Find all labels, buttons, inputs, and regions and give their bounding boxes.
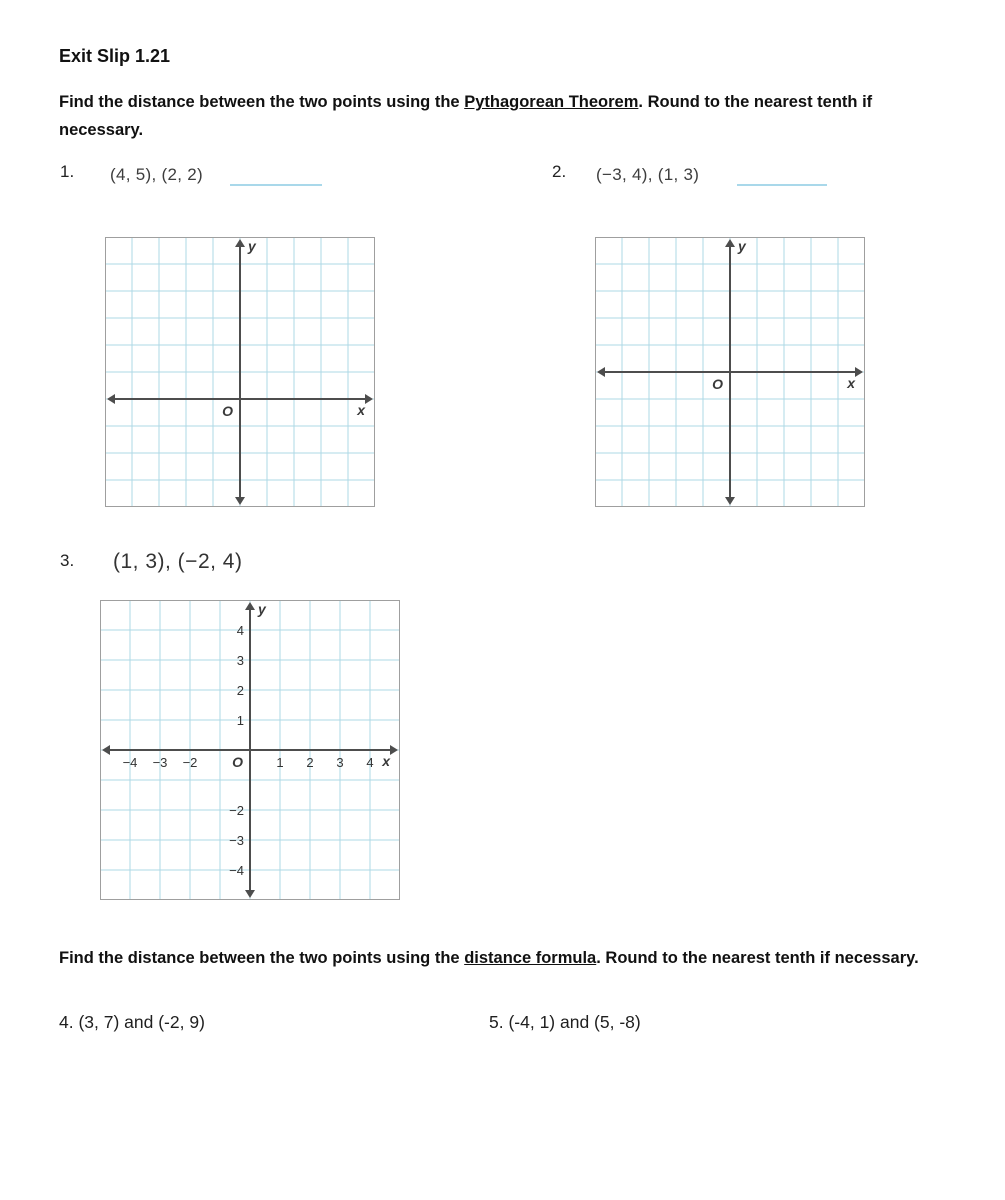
answer-blank-1[interactable] — [230, 172, 322, 186]
svg-text:−2: −2 — [229, 803, 244, 818]
svg-text:−3: −3 — [152, 755, 168, 770]
answer-blank-2[interactable] — [737, 172, 827, 186]
svg-text:4: 4 — [366, 755, 374, 770]
svg-text:1: 1 — [276, 755, 284, 770]
problem-3-number: 3. — [60, 551, 75, 570]
problem-2-number: 2. — [552, 162, 567, 181]
svg-text:3: 3 — [336, 755, 344, 770]
problem-4-text: 4. (3, 7) and (-2, 9) — [59, 1012, 205, 1032]
svg-text:1: 1 — [236, 713, 244, 728]
problem-1-points: (4, 5), (2, 2) — [110, 165, 204, 184]
svg-text:−2: −2 — [182, 755, 198, 770]
instructions-pythagorean — [59, 88, 959, 144]
svg-text:x: x — [357, 402, 365, 418]
svg-text:O: O — [232, 754, 243, 770]
coordinate-grid-1 — [105, 237, 375, 512]
instructions-pythagorean-term: Pythagorean Theorem — [464, 93, 639, 111]
page-title: Exit Slip 1.21 — [59, 46, 171, 66]
problem-1-number: 1. — [60, 162, 75, 181]
problem-5-text: 5. (-4, 1) and (5, -8) — [489, 1012, 641, 1032]
instructions-pythagorean-pre: Find the distance between the two points using the — [59, 93, 465, 111]
coordinate-grid-3 — [100, 600, 400, 905]
svg-text:x: x — [847, 375, 855, 391]
instructions-distance-formula-post: . Round to the nearest tenth if necessary. — [596, 949, 919, 967]
svg-text:3: 3 — [236, 653, 244, 668]
instructions-distance-formula-term: distance formula — [464, 949, 597, 967]
svg-text:y: y — [258, 601, 266, 617]
problem-3-points: (1, 3), (−2, 4) — [113, 550, 243, 573]
svg-text:O: O — [222, 403, 233, 419]
svg-text:−4: −4 — [229, 863, 244, 878]
svg-text:−4: −4 — [122, 755, 138, 770]
svg-text:2: 2 — [306, 755, 314, 770]
instructions-distance-formula — [59, 944, 959, 972]
svg-text:y: y — [248, 238, 256, 254]
instructions-distance-formula-pre: Find the distance between the two points using the — [59, 949, 465, 967]
problem-2-points: (−3, 4), (1, 3) — [596, 165, 700, 184]
svg-text:−3: −3 — [229, 833, 244, 848]
instructions-pythagorean-post: . Round to the nearest tenth if necessary. — [59, 93, 873, 140]
svg-text:2: 2 — [236, 683, 244, 698]
coordinate-grid-2 — [595, 237, 865, 512]
svg-text:y: y — [738, 238, 746, 254]
svg-text:4: 4 — [236, 623, 244, 638]
svg-text:O: O — [712, 376, 723, 392]
svg-text:x: x — [382, 753, 390, 769]
